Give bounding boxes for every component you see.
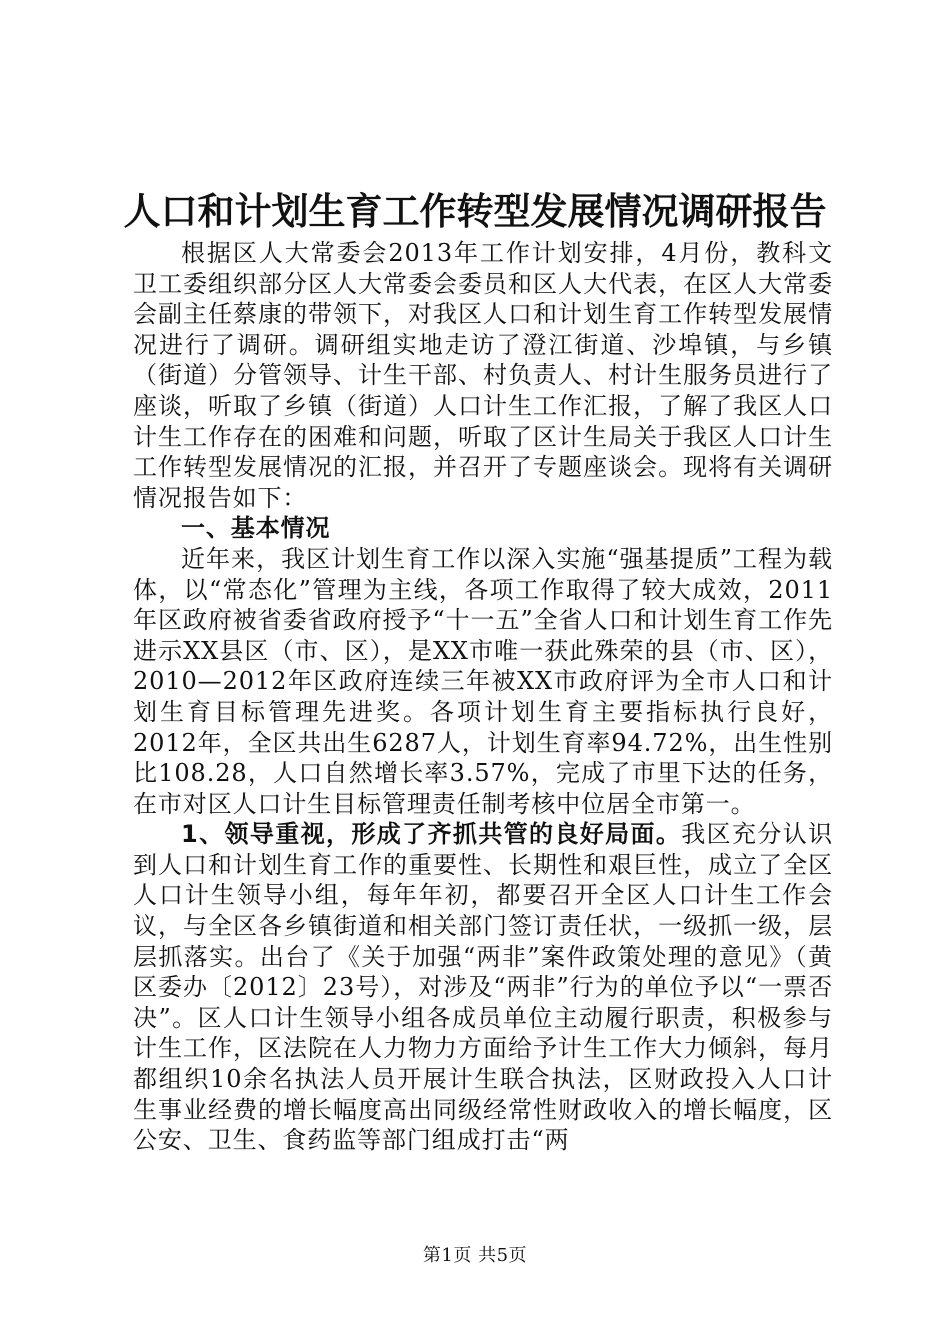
point-paragraph-leadership [133,819,833,1156]
section-heading-basic-situation: 一、基本情况 [181,514,331,543]
point-lead-leadership: 1、领导重视，形成了齐抓共管的良好局面。 [181,820,682,849]
document-title: 人口和计划生育工作转型发展情况调研报告 [123,189,827,233]
page-footer: 第1页 共5页 [422,1245,528,1266]
point-text-leadership: 我区充分认识到人口和计划生育工作的重要性、长期性和艰巨性，成立了全区人口计生领导小组，每年年初，都要召开全区人口计生工作会议，与全区各乡镇街道和相关部门签订责任状，一级抓一级，层层抓落实。出台了《关于加强“两非”案件政策处理的意见》（黄区委办〔2012〕23号），对涉及“两非”行为的单位予以“一票否决”。区人口计生领导小组各成员单位主动履行职责，积极参与计生工作，区法院在人力物力方面给予计生工作大力倾斜，每月都组织10余名执法人员开展计生联合执法，区财政投入人口计生事业经费的增长幅度高出同级经常性财政收入的增长幅度，区公安、卫生、食药监等部门组成打击“两 [133,820,833,1155]
section-paragraph-basic-situation: 近年来，我区计划生育工作以深入实施“强基提质”工程为载体，以“常态化”管理为主线，各项工作取得了较大成效，2011年区政府被省委省政府授予“十一五”全省人口和计划生育工作先进示XX县区（市、区），是XX市唯一获此殊荣的县（市、区），2010—2012年区政府连续三年被XX市政府评为全市人口和计划生育目标管理先进奖。各项计划生育主要指标执行良好，2012年，全区共出生6287人，计划生育率94.72%，出生性别比108.28，人口自然增长率3.57%，完成了市里下达的任务，在市对区人口计生目标管理责任制考核中位居全市第一。 [133,544,833,818]
intro-paragraph: 根据区人大常委会2013年工作计划安排，4月份，教科文卫工委组织部分区人大常委会委员和区人大代表，在区人大常委会副主任蔡康的带领下，对我区人口和计划生育工作转型发展情况进行了调研。调研组实地走访了澄江街道、沙埠镇，与乡镇（街道）分管领导、计生干部、村负责人、村计生服务员进行了座谈，听取了乡镇（街道）人口计生工作汇报，了解了我区人口计生工作存在的困难和问题，听取了区计生局关于我区人口计生工作转型发展情况的汇报，并召开了专题座谈会。现将有关调研情况报告如下： [133,239,833,512]
document-body [133,238,833,1156]
